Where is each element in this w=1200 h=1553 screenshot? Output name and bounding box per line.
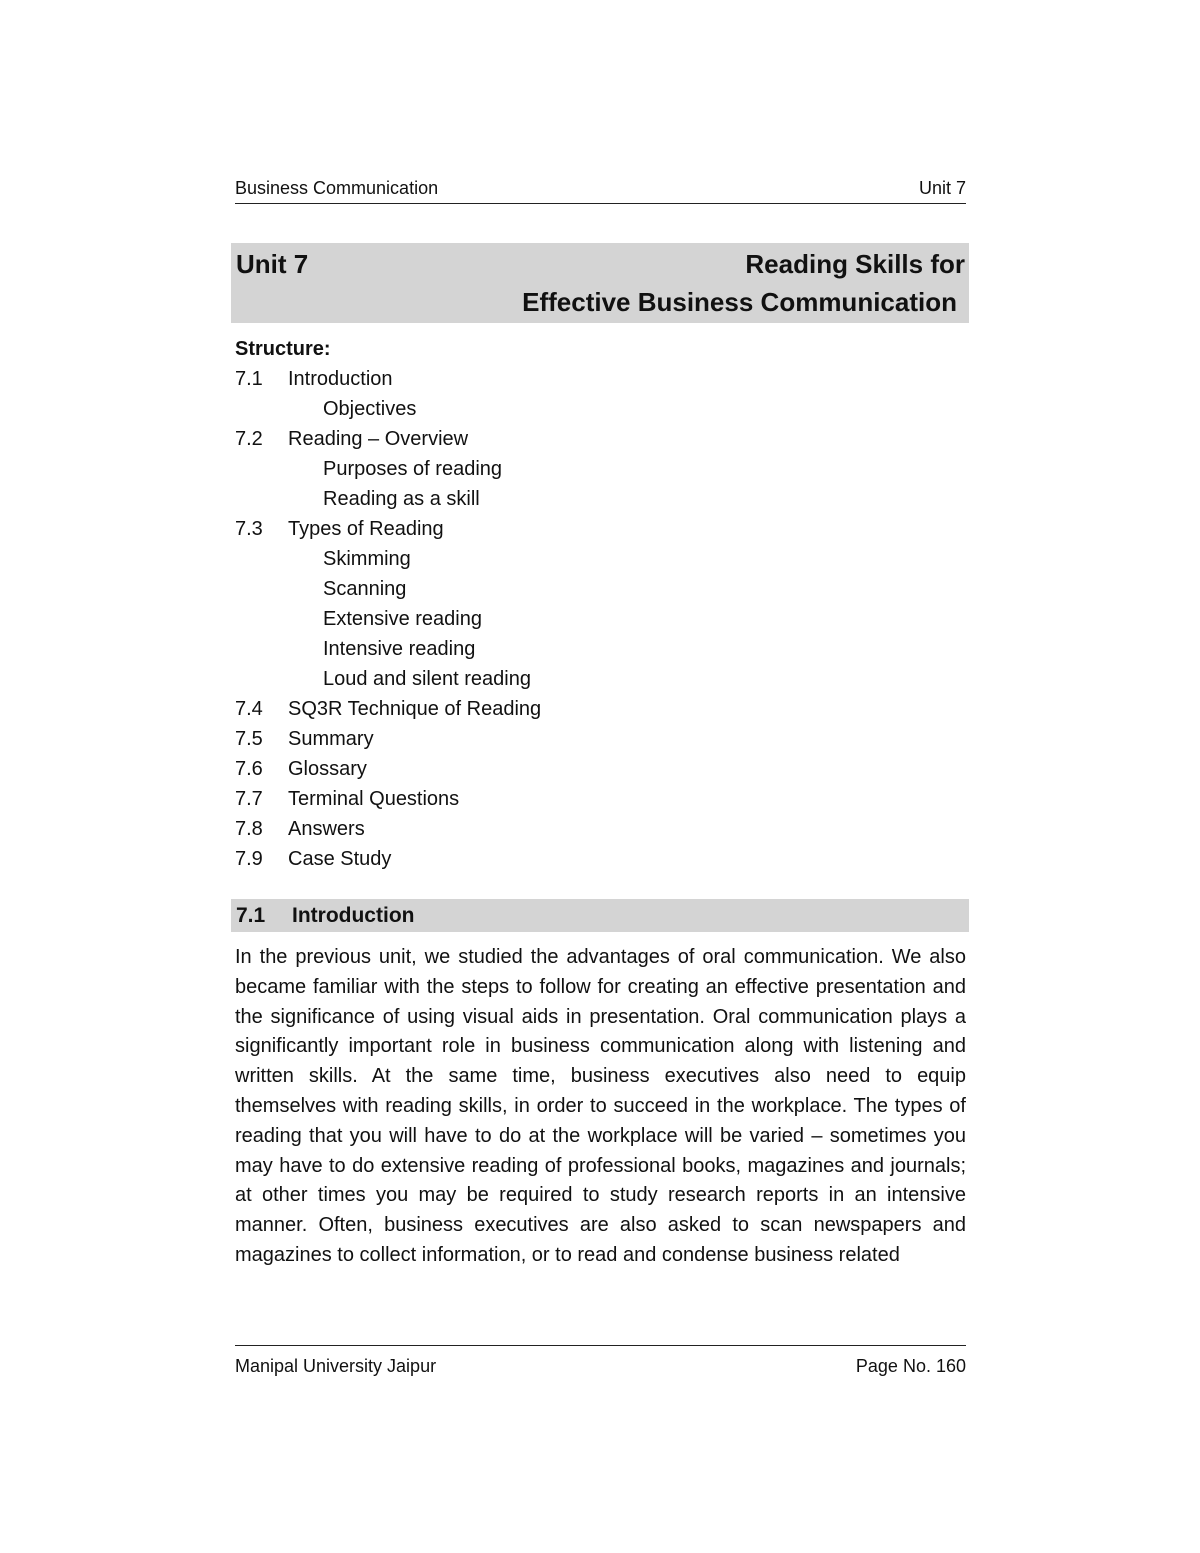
toc-subitem xyxy=(235,544,966,574)
toc-item-number: 7.6 xyxy=(235,758,263,780)
toc-item xyxy=(235,814,966,844)
structure-heading: Structure: xyxy=(235,338,331,360)
toc-subitem xyxy=(235,664,966,694)
page-footer xyxy=(235,1345,966,1386)
toc-item-label: Summary xyxy=(288,728,374,750)
header-unit-label: Unit 7 xyxy=(918,178,966,198)
structure-list xyxy=(235,334,966,874)
toc-item xyxy=(235,724,966,754)
toc-item xyxy=(235,514,966,544)
toc-item xyxy=(235,784,966,814)
toc-subitem-label: Reading as a skill xyxy=(323,488,480,510)
toc-item xyxy=(235,844,966,874)
toc-item-label: Terminal Questions xyxy=(288,788,460,810)
toc-subitem xyxy=(235,574,966,604)
toc-subitem-label: Extensive reading xyxy=(323,608,482,630)
footer-institution: Manipal University Jaipur xyxy=(235,1356,437,1376)
toc-item-label: Answers xyxy=(288,818,365,840)
toc-subitem-label: Scanning xyxy=(323,578,407,600)
toc-item-number: 7.1 xyxy=(235,368,263,390)
toc-item xyxy=(235,364,966,394)
toc-item xyxy=(235,754,966,784)
toc-item-number: 7.7 xyxy=(235,788,263,810)
unit-title-line-1: Reading Skills for xyxy=(745,249,965,279)
header-course-title: Business Communication xyxy=(235,178,439,198)
toc-item-label: Glossary xyxy=(288,758,367,780)
section-title: Introduction xyxy=(292,904,415,927)
toc-item xyxy=(235,694,966,724)
unit-title-band xyxy=(231,243,969,323)
toc-subitem xyxy=(235,484,966,514)
toc-item-label: Case Study xyxy=(288,848,392,870)
toc-item-number: 7.9 xyxy=(235,848,263,870)
unit-number: Unit 7 xyxy=(236,249,309,279)
toc-item-label: Introduction xyxy=(288,368,393,390)
introduction-paragraph: In the previous unit, we studied the advantages of oral communication. We also became familiar with the steps to follow for creating an effective presentation and the significance of using visual aids in presentation. Oral communication plays a significantly important role in business communication along with listening and written skills. At the same time, business executives also need to equip themselves with reading skills, in order to succeed in the workplace. The types of reading that you will have to do at the workplace will be varied – sometimes you may have to do extensive reading of professional books, magazines and journals; at other times you may be required to study research reports in an intensive manner. Often, business executives are also asked to scan newspapers and magazines to collect information, or to read and condense business related xyxy=(235,946,966,1266)
toc-subitem-label: Skimming xyxy=(323,548,411,570)
toc-item-number: 7.5 xyxy=(235,728,263,750)
toc-item-label: Reading – Overview xyxy=(288,428,469,450)
toc-subitem xyxy=(235,634,966,664)
page-header xyxy=(235,176,966,204)
toc-subitem-label: Objectives xyxy=(323,398,417,420)
toc-item-number: 7.4 xyxy=(235,698,263,720)
section-heading-band xyxy=(231,899,969,932)
toc-item-number: 7.8 xyxy=(235,818,263,840)
footer-page-number: Page No. 160 xyxy=(855,1356,966,1376)
toc-item-label: Types of Reading xyxy=(288,518,444,540)
toc-subitem xyxy=(235,454,966,484)
toc-item-number: 7.2 xyxy=(235,428,263,450)
toc-subitem xyxy=(235,604,966,634)
unit-title-line-2: Effective Business Communication xyxy=(522,287,957,317)
section-number: 7.1 xyxy=(236,904,266,927)
toc-item-label: SQ3R Technique of Reading xyxy=(288,698,542,720)
toc-item-number: 7.3 xyxy=(235,518,263,540)
toc-subitem xyxy=(235,394,966,424)
toc-item xyxy=(235,424,966,454)
toc-subitem-label: Loud and silent reading xyxy=(323,668,531,690)
toc-subitem-label: Purposes of reading xyxy=(323,458,503,480)
toc-subitem-label: Intensive reading xyxy=(323,638,476,660)
